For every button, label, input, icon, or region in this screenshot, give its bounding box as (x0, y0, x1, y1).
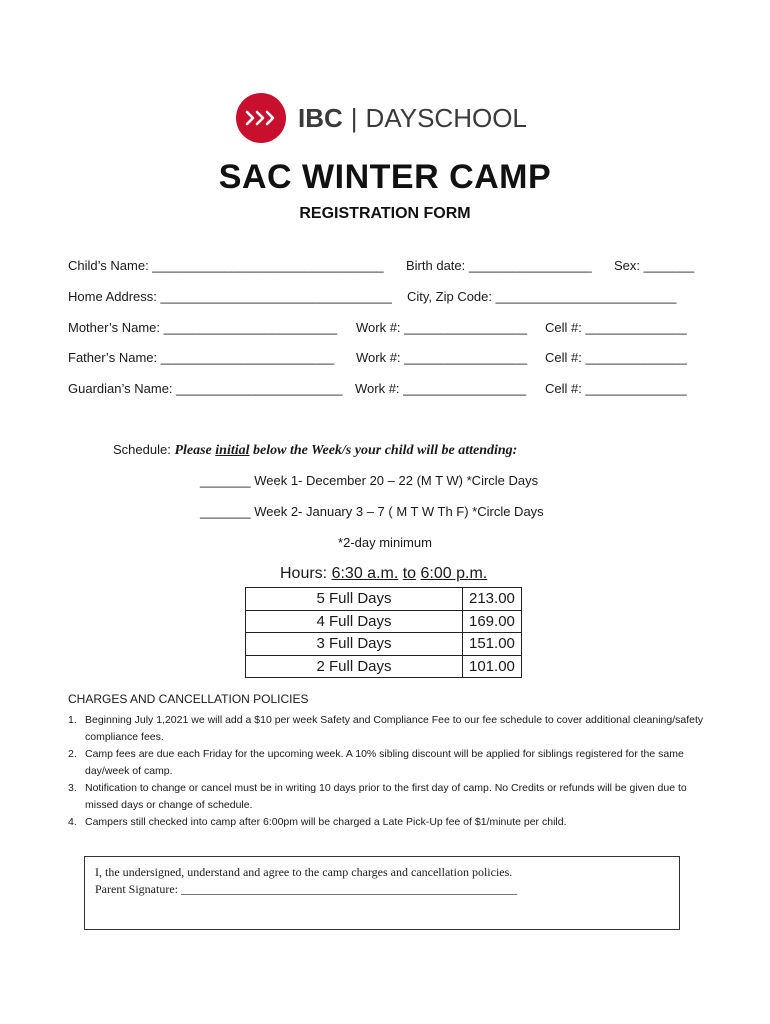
hours-start: 6:30 a.m. (331, 565, 399, 582)
mother-cell-field[interactable]: Cell #: ______________ (545, 320, 687, 335)
logo-separator: | (350, 102, 358, 133)
week-1-option[interactable]: _______ Week 1- December 20 – 22 (M T W) *Circle Days (200, 473, 539, 488)
price-days: 4 Full Days (246, 610, 463, 633)
policy-number: 3. (68, 782, 77, 794)
policy-item (68, 780, 708, 814)
hours-end: 6:00 p.m. (420, 565, 488, 582)
policy-number: 1. (68, 714, 77, 726)
instruction-pre: Please (174, 443, 216, 458)
minimum-note: *2-day minimum (338, 535, 432, 550)
guardian-work-field[interactable]: Work #: _________________ (355, 381, 527, 396)
price-amount: 213.00 (463, 588, 522, 611)
policy-item (68, 746, 708, 780)
agreement-box (84, 856, 680, 930)
hours-label: Hours: (280, 565, 332, 582)
policy-number: 2. (68, 748, 77, 760)
guardian-name-field[interactable]: Guardian’s Name: _______________________ (68, 381, 343, 396)
price-days: 5 Full Days (246, 588, 463, 611)
home-address-field[interactable]: Home Address: ________________________________ (68, 289, 392, 304)
hours-to: to (402, 565, 417, 582)
agreement-statement: I, the undersigned, understand and agree to the camp charges and cancellation policies. (95, 865, 513, 879)
price-amount: 101.00 (463, 655, 522, 678)
policy-text: Camp fees are due each Friday for the upcoming week. A 10% sibling discount will be applied for siblings registered for the same day/week of camp. (85, 748, 684, 777)
policies-heading: CHARGES AND CANCELLATION POLICIES (68, 692, 309, 706)
father-cell-field[interactable]: Cell #: ______________ (545, 350, 687, 365)
ibc-dayschool-logo (236, 92, 536, 144)
policy-item (68, 712, 708, 746)
policy-text: Notification to change or cancel must be in writing 10 days prior to the first day of camp. No Credits or refunds will be given due to missed days or change of schedule. (85, 782, 687, 811)
sex-field[interactable]: Sex: _______ (614, 258, 695, 273)
price-amount: 169.00 (463, 610, 522, 633)
parent-signature-field[interactable]: Parent Signature: ________________________________________________________ (95, 882, 517, 896)
hours-line (280, 565, 487, 583)
price-row (246, 588, 522, 611)
triple-chevron-right-icon (236, 93, 286, 143)
instruction-initial: initial (215, 443, 250, 458)
logo-name: DAYSCHOOL (365, 102, 527, 133)
father-name-field[interactable]: Father’s Name: ________________________ (68, 350, 335, 365)
page-subtitle: REGISTRATION FORM (299, 205, 471, 222)
policy-item (68, 814, 708, 831)
instruction-post: below the Week/s your child will be attending: (249, 443, 518, 458)
schedule-label: Schedule: (113, 442, 175, 457)
schedule-heading (113, 442, 517, 459)
price-row (246, 633, 522, 656)
policy-text: Beginning July 1,2021 we will add a $10 per week Safety and Compliance Fee to our fee schedule to cover additional cleaning/safety compliance fees. (85, 714, 704, 743)
price-amount: 151.00 (463, 633, 522, 656)
logo-wordmark (298, 103, 527, 134)
child-name-field[interactable]: Child’s Name: ________________________________ (68, 258, 384, 273)
price-days: 3 Full Days (246, 633, 463, 656)
page-title: SAC WINTER CAMP (218, 158, 552, 196)
father-work-field[interactable]: Work #: _________________ (356, 350, 528, 365)
price-table (245, 587, 522, 678)
guardian-cell-field[interactable]: Cell #: ______________ (545, 381, 687, 396)
schedule-instruction (174, 443, 517, 458)
mother-work-field[interactable]: Work #: _________________ (356, 320, 528, 335)
price-days: 2 Full Days (246, 655, 463, 678)
price-row (246, 655, 522, 678)
price-row (246, 610, 522, 633)
city-zip-field[interactable]: City, Zip Code: _________________________ (407, 289, 677, 304)
birth-date-field[interactable]: Birth date: _________________ (406, 258, 592, 273)
policy-text: Campers still checked into camp after 6:00pm will be charged a Late Pick-Up fee of $1/minute per child. (85, 816, 567, 828)
week-2-option[interactable]: _______ Week 2- January 3 – 7 ( M T W Th F) *Circle Days (200, 504, 544, 519)
policy-number: 4. (68, 816, 77, 828)
policies-list (68, 712, 708, 831)
mother-name-field[interactable]: Mother’s Name: ________________________ (68, 320, 338, 335)
logo-brand: IBC (298, 102, 343, 133)
